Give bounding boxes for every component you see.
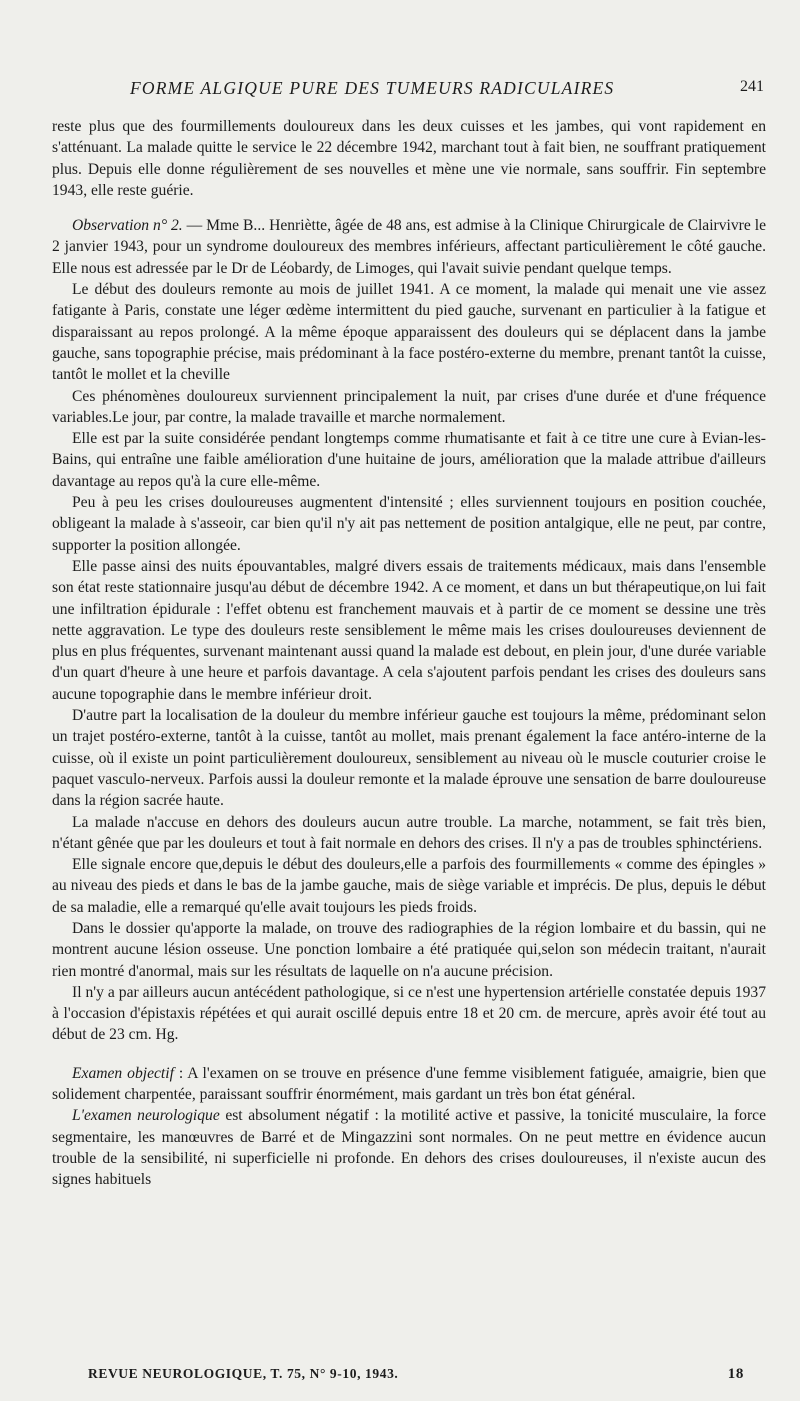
running-title: FORME ALGIQUE PURE DES TUMEURS RADICULAIRES xyxy=(130,78,615,98)
paragraph-continuation: reste plus que des fourmillements douloureux dans les deux cuisses et les jambes, qui vont rapidement en s'atténuant. La malade quitte le service le 22 décembre 1942, marchant tout à fait bien, ne souffrant pratiquement plus. Depuis elle donne régulièrement de ses nouvelles et mène une vie normale, sans souffrir. Fin septembre 1943, elle reste guérie. xyxy=(52,118,766,199)
paragraph: Dans le dossier qu'apporte la malade, on trouve des radiographies de la région lombaire et du bassin, qui ne montrent aucune lésion osseuse. Une ponction lombaire a été pratiquée qui,selon son médecin traitant, n'aurait rien montré d'anormal, mais sur les résultats de laquelle on n'a aucune précision. xyxy=(52,919,766,980)
signature-mark: 18 xyxy=(727,1366,744,1382)
paragraph-examen-neurologique xyxy=(52,1105,766,1190)
observation-heading: Observation n° 2. xyxy=(72,217,183,235)
running-head xyxy=(52,78,764,104)
paragraph: Elle est par la suite considérée pendant longtemps comme rhumatisante et fait à ce titre une cure à Evian-les-Bains, qui entraîne une faible amélioration d'une huitaine de jours, amélioration que la malade attribue d'ailleurs davantage au repos qu'à la cure elle-même. xyxy=(52,430,766,490)
paragraph: Elle passe ainsi des nuits épouvantables, malgré divers essais de traitements médicaux, mais dans l'ensemble son état reste stationnaire jusqu'au début de décembre 1942. A ce moment, et dans un but thérapeutique,on lui fait une infiltration épidurale : l'effet obtenu est franchement mauvais et à partir de ce moment se dessine une très nette aggravation. Le type des douleurs reste sensiblement le même mais les crises douloureuses deviennent de plus en plus fréquentes, survenant maintenant aussi quand la malade est debout, en plein jour, d'une durée variable d'un quart d'heure à une heure et parfois davantage. A cela s'ajoutent parfois pendant les crises des douleurs sans aucune topographie dans le membre inférieur droit. xyxy=(52,557,766,703)
page-footer xyxy=(88,1366,744,1386)
paragraph: Elle signale encore que,depuis le début des douleurs,elle a parfois des fourmillements « comme des épingles » au niveau des pieds et dans le bas de la jambe gauche, mais de siège variable et imprécis. De plus, depuis le début de sa maladie, elle a remarqué qu'elle avait toujours les pieds froids. xyxy=(52,856,766,916)
paragraph: Peu à peu les crises douloureuses augmentent d'intensité ; elles surviennent toujours en position couchée, obligeant la malade à s'asseoir, car bien qu'il n'y ait pas nettement de position antalgique, elle ne peut, par contre, supporter la position allongée. xyxy=(52,494,766,554)
body-text xyxy=(52,116,766,1191)
examen-neurologique-text: est absolument négatif : la motilité active et passive, la tonicité musculaire, la force segmentaire, les manœuvres de Barré et de Mingazzini sont normales. On ne peut mettre en évidence aucun trouble de la sensibilité, ni superficielle ni profonde. En dehors des crises douloureuses, il n'existe aucun des signes habituels xyxy=(52,1107,766,1189)
paragraph: Il n'y a par ailleurs aucun antécédent pathologique, si ce n'est une hypertension artérielle constatée depuis 1937 à l'occasion d'épistaxis répétées et qui aurait oscillé depuis entre 18 et 20 cm. de mercure, après avoir été tout au début de 23 cm. Hg. xyxy=(52,983,766,1044)
section-lead-examen-objectif: Examen objectif xyxy=(72,1064,174,1082)
paragraph-observation-2 xyxy=(52,215,766,279)
section-lead-examen-neurologique: L'examen neurologique xyxy=(72,1107,220,1125)
paragraph: Ces phénomènes douloureux surviennent principalement la nuit, par crises d'une durée et d'une fréquence variables.Le jour, par contre, la malade travaille et marche normalement. xyxy=(52,387,766,426)
examen-objectif-text: : A l'examen on se trouve en présence d'une femme visiblement fatiguée, amaigrie, bien que solidement charpentée, paraissant souffrir énormément, mais gardant un très bon état général. xyxy=(52,1064,766,1104)
page-number: 241 xyxy=(740,78,764,95)
journal-citation: REVUE NEUROLOGIQUE, T. 75, N° 9-10, 1943. xyxy=(88,1366,399,1381)
paragraph: La malade n'accuse en dehors des douleurs aucun autre trouble. La marche, notamment, se fait très bien, n'étant gênée que par les douleurs et tout à fait normale en dehors des crises. Il n'y a pas de troubles sphinctériens. xyxy=(52,813,766,852)
paragraph: Le début des douleurs remonte au mois de juillet 1941. A ce moment, la malade qui menait une vie assez fatigante à Paris, constate une léger œdème intermittent du pied gauche, survenant en particulier à la fatigue et disparaissant au repos prolongé. A la même époque apparaissent des douleurs qui se déplacent dans la jambe gauche, sans topographie précise, mais prédominant à la face postéro-externe du membre, prenant tantôt la cuisse, tantôt le mollet et la cheville xyxy=(52,281,766,384)
paragraph-examen-objectif xyxy=(52,1063,766,1106)
observation-text: — Mme B... Henriètte, âgée de 48 ans, est admise à la Clinique Chirurgicale de Clairvivre le 2 janvier 1943, pour un syndrome douloureux des membres inférieurs, affectant particulièrement le côté gauche. Elle nous est adressée par le Dr de Léobardy, de Limoges, qui l'avait suivie pendant quelque temps. xyxy=(52,217,766,277)
paragraph: D'autre part la localisation de la douleur du membre inférieur gauche est toujours la même, prédominant selon un trajet postéro-externe, tantôt à la cuisse, tantôt au mollet, mais prenant également la face antéro-interne de la cuisse, où il existe un point particulièrement douloureux, sensiblement au niveau où le muscle couturier croise le paquet vasculo-nerveux. Parfois aussi la douleur remonte et la malade éprouve une sensation de barre douloureuse dans la région sacrée haute. xyxy=(52,707,766,810)
